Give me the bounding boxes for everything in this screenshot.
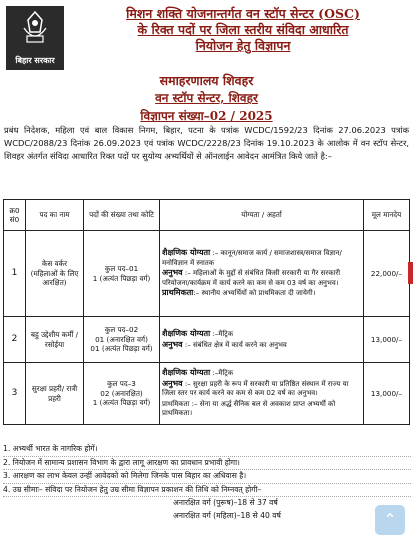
- col-header-pay: मूल मानदेय: [364, 200, 410, 231]
- cell-eligibility: [160, 317, 364, 363]
- cell-pay: 13,000/–: [364, 317, 410, 363]
- cell-sno: 3: [4, 363, 26, 425]
- table-row: [4, 363, 410, 425]
- cell-pay: 22,000/–: [364, 231, 410, 317]
- scroll-to-top-button[interactable]: ⌃: [375, 505, 405, 535]
- table-row: [4, 317, 410, 363]
- cell-post: बहु उद्देशीय कर्मी / रसोईया: [26, 317, 84, 363]
- table-header-row: [4, 200, 410, 231]
- edu-label: शैक्षणिक योग्यता: [162, 329, 211, 338]
- cell-sno: 1: [4, 231, 26, 317]
- note-item: 2. नियोजन में सामान्य प्रशासन विभाग के द्वारा लागू आरक्षण का प्रावधान प्रभावी होगा।: [3, 457, 411, 471]
- exp-text: :– महिलाओं के मुद्दों से संबंधित किसी सरकारी या गैर सरकारी परियोजना/कार्यक्रम में कार्य करने का कम से कम 03 वर्ष का अनुभव।: [162, 269, 341, 287]
- cell-eligibility: [160, 231, 364, 317]
- cell-count: कुल पद–02 01 (अनारक्षित वर्ग) 01 (अत्यंत पिछड़ा वर्ग): [84, 317, 160, 363]
- intro-paragraph: प्रबंध निदेशक, महिला एवं बाल विकास निगम, बिहार, पटना के पत्रांक WCDC/1592/23 दिनांक 27.06.2023 पत्रांक WCDC/2088/23 दिनांक 26.09.2023 एवं पत्रांक WCDC/2228/23 दिनांक 19.10.2023 के आलोक में वन स्टॉप सेन्टर, शिवहर अंतर्गत संविदा आधारित रिक्त पदों पर सुयोग्य अभ्यर्थियों से ऑनलाईन आवेदन आमंत्रित किये जाते है:–: [4, 125, 409, 161]
- header: [3, 3, 408, 69]
- vacancy-table: [3, 199, 410, 425]
- note-item: 3. आरक्षण का लाभ केवल उन्हीं आवेदको को मिलेगा जिनके पास बिहार का अधिवास है।: [3, 470, 411, 484]
- cell-post: सुरक्षा प्रहरी/ रात्री प्रहरी: [26, 363, 84, 425]
- advertisement-title: [73, 6, 413, 54]
- col-header-post: पद का नाम: [26, 200, 84, 231]
- cell-count: कुल पद–01 1 (अत्यंत पिछड़ा वर्ग): [84, 231, 160, 317]
- age-limit-line: अनारक्षित वर्ग (महिला)–18 से 40 वर्ष: [173, 510, 281, 520]
- cell-post: केस वर्कर (महिलाओं के लिए आरक्षित): [26, 231, 84, 317]
- bihar-emblem-logo: [6, 6, 64, 70]
- col-header-count: पदों की संख्या तथा कोटि: [84, 200, 160, 231]
- title-line: के रिक्त पदों पर जिला स्तरीय संविदा आधारित: [137, 22, 349, 37]
- exp-label: अनुभव: [162, 268, 183, 278]
- side-tab[interactable]: [408, 262, 413, 284]
- exp-text: :– संबंधित क्षेत्र में कार्य करने का अनुभव: [184, 340, 287, 349]
- advertisement-number: विज्ञापन संख्या–02 / 2025: [140, 109, 273, 123]
- office-name: समाहरणालय शिवहर: [159, 73, 254, 88]
- edu-text: :– कानून/समाज कार्य / समाजशास्त्र/समाज विज्ञान/मनोविज्ञान में स्नातक: [162, 249, 342, 267]
- exp-label: अनुभव: [162, 339, 183, 349]
- table-row: [4, 231, 410, 317]
- pref-text: प्राथमिकता :– सेना या अर्द्ध सैनिक बल से अवकाश प्राप्त अभ्यर्थी को प्राथमिकता।: [162, 399, 336, 418]
- edu-text: :–मैट्रिक: [212, 330, 234, 338]
- col-header-eligibility: योग्यता / अहर्ता: [160, 200, 364, 231]
- cell-sno: 2: [4, 317, 26, 363]
- emblem-icon: [20, 10, 50, 48]
- exp-text: :– सुरक्षा प्रहरी के रूप में सरकारी या प्रतिष्ठित संस्थान में राज्य या जिला स्तर पर कार्य करने का कम से कम 02 वर्ष का अनुभव।: [162, 379, 349, 398]
- col-header-sno: क्र0 सं0: [4, 200, 26, 231]
- note-item: 4. उम्र सीमाः– संविदा पर नियोजन हेतु उम्र सीमा विज्ञापन प्रकाशन की तिथि को निम्नवत् होगी–: [3, 484, 411, 498]
- centre-name: वन स्टॉप सेन्टर, शिवहर: [155, 91, 258, 105]
- pref-text: :– स्थानीय अभ्यर्थियों को प्राथमिकता दी जायेगी।: [193, 289, 316, 298]
- edu-text: :–मैट्रिक: [212, 369, 234, 378]
- title-line: मिशन शक्ति योजनान्तर्गत वन स्टॉप सेन्टर (OSC): [126, 6, 360, 21]
- title-line: नियोजन हेतु विज्ञापन: [195, 38, 291, 53]
- notes-section: [3, 443, 411, 522]
- logo-text: बिहार सरकार: [15, 56, 55, 65]
- cell-eligibility: [160, 363, 364, 425]
- pref-label: प्राथमिकता: [162, 288, 194, 298]
- edu-label: शैक्षणिक योग्यता: [162, 368, 211, 378]
- edu-label: शैक्षणिक योग्यता: [162, 248, 211, 258]
- note-item: 1. अभ्यर्थी भारत के नागरिक होगें।: [3, 443, 411, 457]
- exp-label: अनुभव: [162, 378, 183, 388]
- age-limit-line: अनारक्षित वर्ग (पुरूष)–18 से 37 वर्ष: [173, 498, 278, 507]
- cell-count: कुल पद–3 02 (अनारक्षित) 1 (अत्यंत पिछड़ा वर्ग): [84, 363, 160, 425]
- cell-pay: 13,000/–: [364, 363, 410, 425]
